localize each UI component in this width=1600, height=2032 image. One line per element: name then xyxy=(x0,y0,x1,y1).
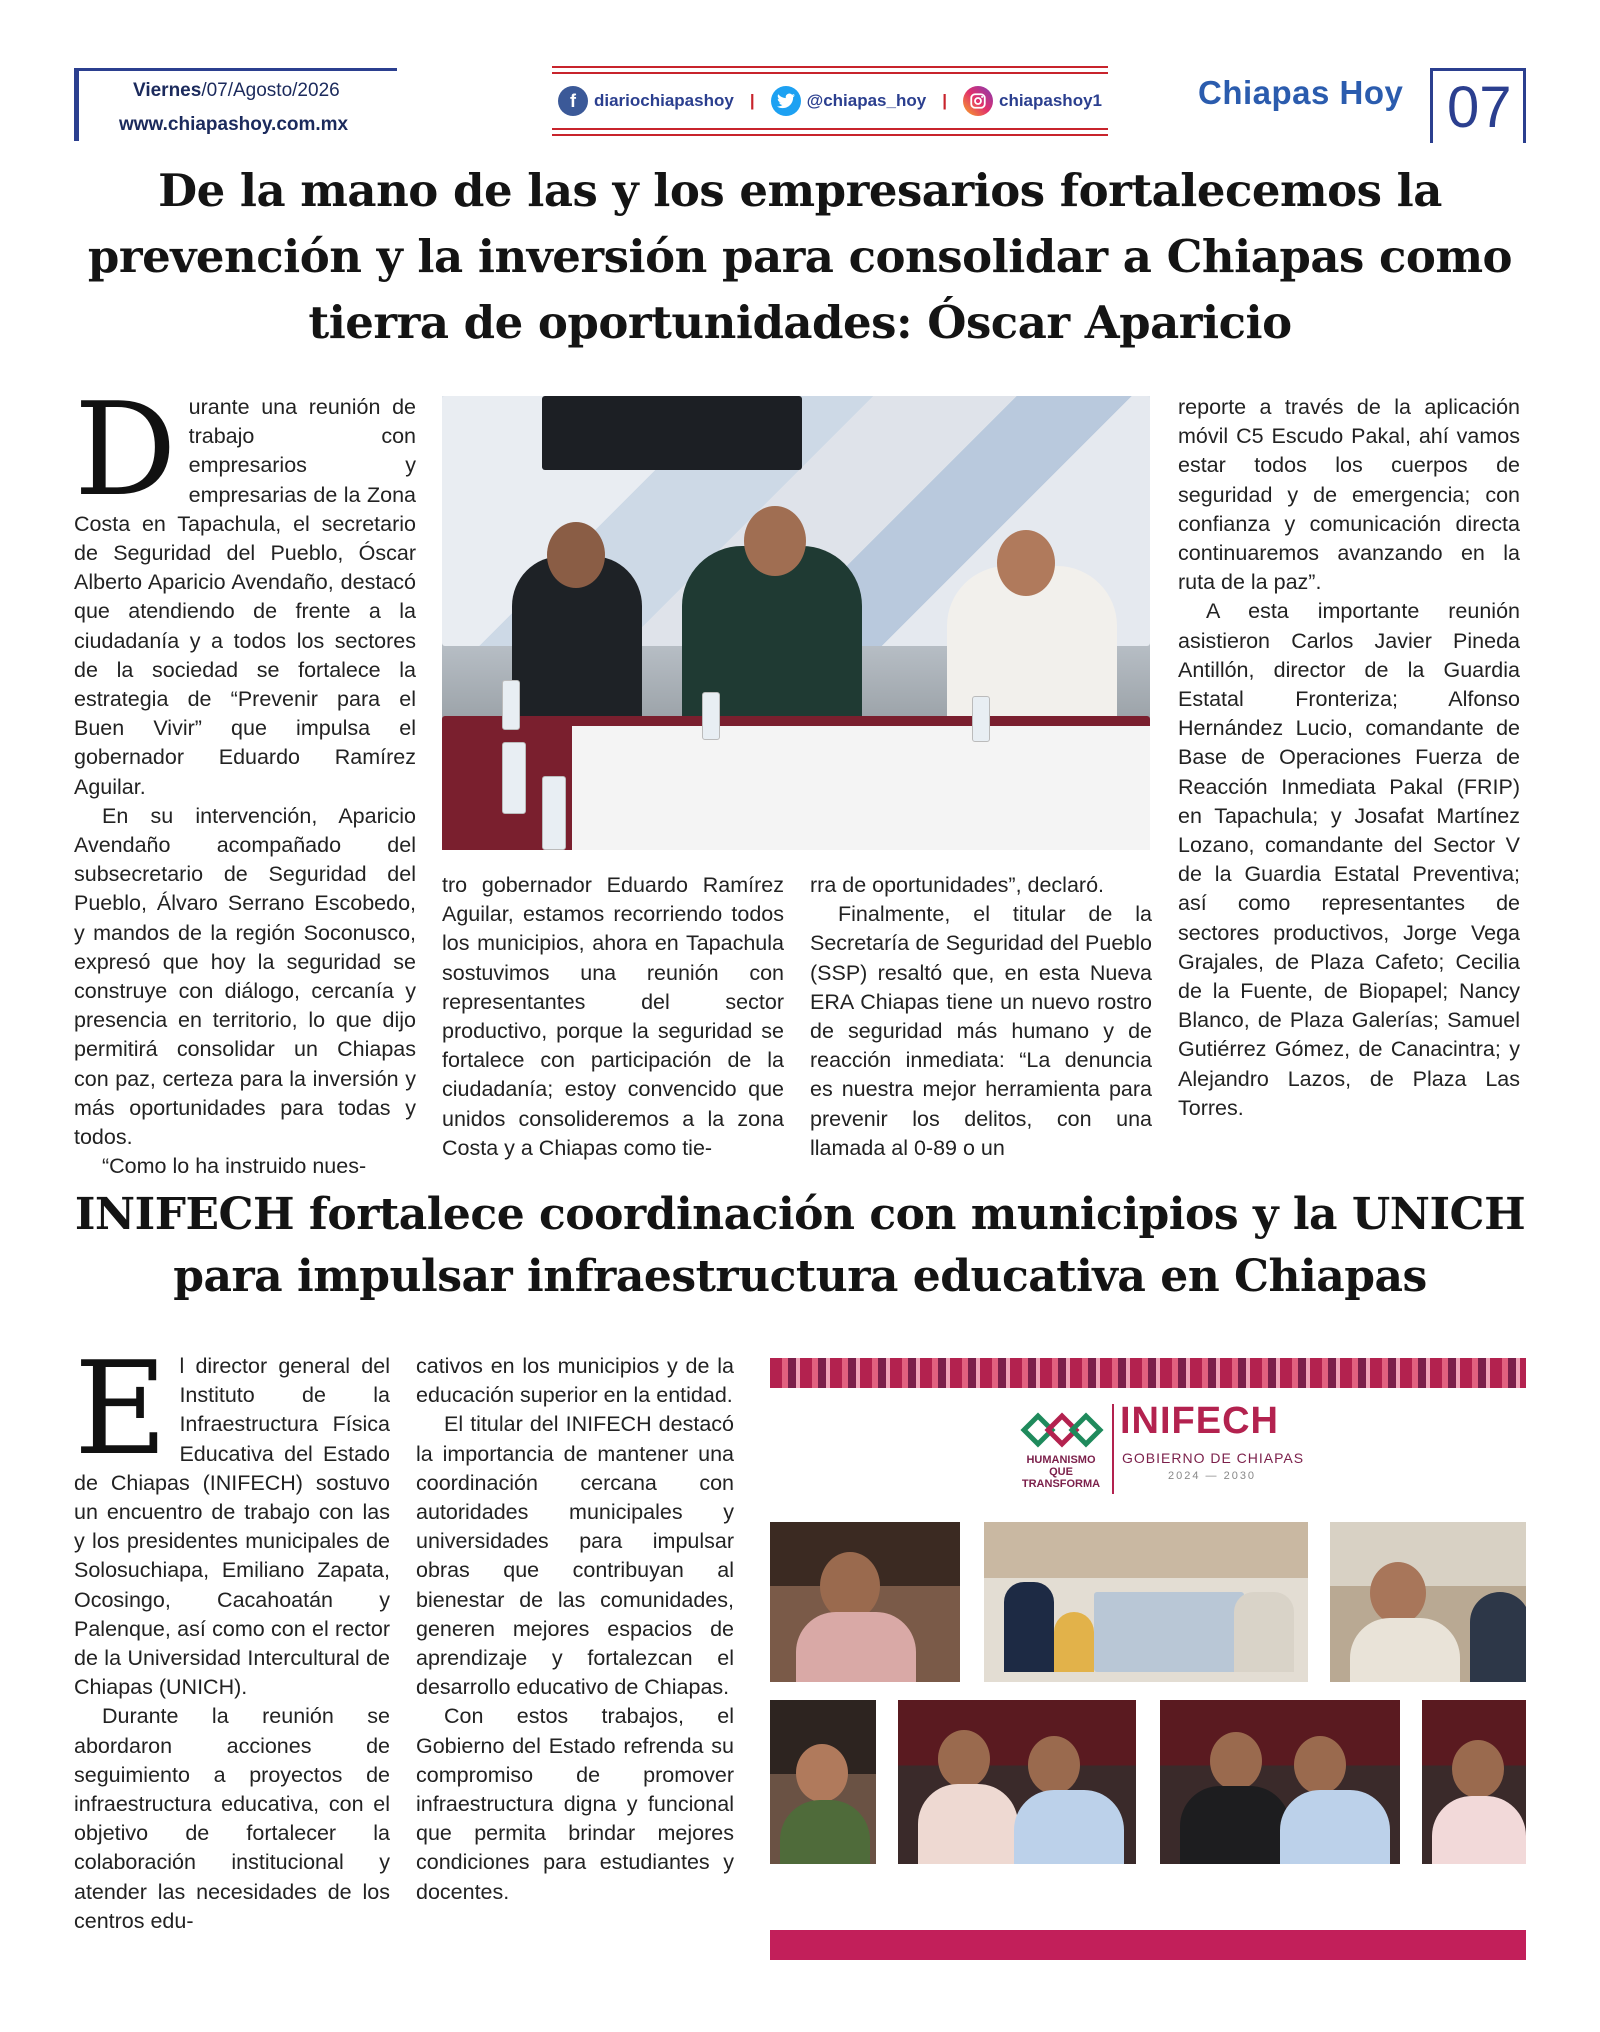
article1-column-3 xyxy=(810,871,1152,1163)
person-shirt xyxy=(1350,1618,1460,1682)
facebook-icon: f xyxy=(558,86,588,116)
paragraph: A esta importante reunión asistieron Carlos Javier Pineda Antillón, director de la Guardia Estatal Fronteriza; Alfonso Hernández Lucio, comandante de Base de Operaciones Fuerza de Reacción Inmediata Pakal (FRIP) en Tapachula; y Josafat Martínez Lozano, comandante del Sector V de la Guardia Estatal Preventiva; así como representantes de sectores productivos, Jorge Vega Grajales, de Plaza Cafeto; Cecilia de la Fuente, de Biopapel; Nancy Blanco, de Plaza Galerías; Samuel Gutiérrez Gómez, de Canacintra; y Alejandro Lazos, de Plaza Las Torres. xyxy=(1178,599,1520,1120)
article2-headline xyxy=(60,1184,1540,1308)
page-number: 07 xyxy=(1447,75,1512,140)
water-bottle xyxy=(502,742,526,814)
facebook-link[interactable] xyxy=(558,86,734,116)
twitter-link[interactable] xyxy=(771,86,927,116)
person-shirt xyxy=(918,1784,1018,1864)
wall-tv xyxy=(542,396,802,470)
person-shirt xyxy=(780,1800,870,1864)
photo-thumbnail xyxy=(1330,1522,1526,1682)
person-head xyxy=(1452,1740,1504,1798)
person-shirt xyxy=(1470,1592,1526,1682)
headline-line: prevención y la inversión para consolidar a Chiapas como xyxy=(87,230,1513,283)
administration-years: 2024 — 2030 xyxy=(1168,1470,1257,1482)
person-shirt xyxy=(1180,1786,1290,1864)
twitter-handle: @chiapas_hoy xyxy=(806,91,927,110)
headline-line: tierra de oportunidades: Óscar Aparicio xyxy=(308,296,1292,349)
person-shirt xyxy=(1014,1790,1124,1864)
humanismo-logo-icon xyxy=(1020,1408,1104,1454)
paragraph: reporte a través de la aplicación móvil C5 Escudo Pakal, ahí vamos estar todos los cuerpos de seguridad y de emergencia; con confianza y comunicación directa continuaremos avanzando en la ruta de la paz”. xyxy=(1178,395,1520,595)
social-bar xyxy=(552,66,1108,136)
person-head xyxy=(1370,1562,1426,1624)
person-shirt xyxy=(796,1612,916,1682)
paragraph: Durante la reunión se abordaron acciones de seguimiento a proyectos de infraestructura educativa, con el objetivo de fortalecer la colaboración institucional y atender las necesidades de los centros edu- xyxy=(74,1704,390,1933)
person-seated xyxy=(1004,1582,1054,1672)
instagram-handle: chiapashoy1 xyxy=(999,91,1102,110)
facebook-handle: diariochiapashoy xyxy=(594,91,734,110)
paragraph: En su intervención, Aparicio Avendaño acompañado del subsecretario de Seguridad del Pueblo, Álvaro Serrano Escobedo, y mandos de la región Soconusco, expresó que hoy la seguridad se construye con diálogo, cercanía y presencia en territorio, lo que dijo permitirá consolidar un Chiapas con paz, certeza para la inversión y más oportunidades para todas y todos. xyxy=(74,803,416,1150)
person-shirt xyxy=(1432,1796,1526,1864)
website-link[interactable]: www.chiapashoy.com.mx xyxy=(119,114,349,135)
photo-thumbnail xyxy=(770,1700,876,1864)
paragraph: tro gobernador Eduardo Ramírez Aguilar, estamos recorriendo todos los municipios, ahora en Tapachula sostuvimos una reunión con representantes del sector productivo, porque la seguridad se fortalece con participación de la ciudadanía; estoy convencido que unidos consolideremos a la zona Costa y a Chiapas como tie- xyxy=(442,873,784,1160)
inifech-logo: INIFECH xyxy=(1120,1400,1279,1442)
inifech-photo-collage xyxy=(770,1358,1526,1960)
person-head xyxy=(1028,1736,1080,1794)
water-bottle xyxy=(502,680,520,730)
separator: | xyxy=(749,91,755,110)
person-seated xyxy=(1054,1612,1094,1672)
person-seated xyxy=(1234,1592,1294,1672)
paragraph: cativos en los municipios y de la educación superior en la entidad. xyxy=(416,1354,734,1408)
paragraph: urante una reunión de trabajo con empresarios y empresarias de la Zona Costa en Tapachula, el secretario de Seguridad del Pueblo, Óscar Alberto Aparicio Avendaño, destacó que atendiendo de frente a la ciudadanía y a todos los sectores de la sociedad se fortalece la estrategia de “Prevenir para el Buen Vivir” que impulsa el gobernador Eduardo Ramírez Aguilar. xyxy=(74,395,416,799)
drop-cap: E xyxy=(74,1335,168,1484)
rule-bottom xyxy=(552,128,1108,130)
water-bottle xyxy=(542,776,566,850)
logo-divider xyxy=(1112,1404,1114,1494)
meeting-photo xyxy=(442,396,1150,850)
headline-line: INIFECH fortalece coordinación con municipios y la UNICH xyxy=(74,1189,1526,1240)
person-head xyxy=(744,506,806,576)
article1-column-4 xyxy=(1178,393,1520,1123)
person-shirt xyxy=(1280,1790,1390,1864)
humanismo-logo-text: HUMANISMO QUE TRANSFORMA xyxy=(1021,1454,1101,1490)
paragraph: rra de oportunidades”, declaró. xyxy=(810,873,1105,897)
table-top xyxy=(572,726,1150,850)
person-head xyxy=(547,522,605,588)
paragraph: l director general del Instituto de la Infraestructura Física Educativa del Estado de Chiapas (INIFECH) sostuvo un encuentro de trabajo con las y los presidentes municipales de Solosuchiapa, Emiliano Zapata, Ocosingo, Cacahoatán y Palenque, así como con el rector de la Universidad Intercultural de Chiapas (UNICH). xyxy=(74,1354,390,1700)
article1-column-1 xyxy=(74,376,416,1181)
rule-top-2 xyxy=(552,72,1108,74)
photo-thumbnail xyxy=(770,1522,960,1682)
instagram-icon xyxy=(963,86,993,116)
rule-bottom-2 xyxy=(552,134,1108,136)
gobierno-chiapas-label: GOBIERNO DE CHIAPAS xyxy=(1122,1450,1305,1466)
issue-date-text: /07/Agosto/2026 xyxy=(201,80,340,101)
person-head xyxy=(1294,1736,1346,1794)
person-head xyxy=(1210,1732,1262,1790)
twitter-bird-icon xyxy=(771,86,801,116)
rule-top xyxy=(552,66,1108,68)
issue-date xyxy=(133,80,340,102)
article1-column-2 xyxy=(442,871,784,1163)
newspaper-brand: Chiapas Hoy xyxy=(1198,74,1404,111)
separator: | xyxy=(942,91,947,110)
paragraph: El titular del INIFECH destacó la importancia de mantener una coordinación cercana con autoridades municipales y universidades para impulsar obras que contribuyan al bienestar de las comunidades, generen mejores espacios de aprendizaje y fortalezcan el desarrollo educativo de Chiapas. xyxy=(416,1412,734,1700)
instagram-link[interactable] xyxy=(963,86,1102,116)
page-number-box xyxy=(1430,68,1526,143)
paragraph: Con estos trabajos, el Gobierno del Estado refrenda su compromiso de promover infraestructura digna y funcional que permita brindar mejores condiciones para estudiantes y docentes. xyxy=(416,1704,734,1904)
person-head xyxy=(820,1552,880,1620)
photo-thumbnail xyxy=(898,1700,1136,1864)
photo-thumbnail xyxy=(1422,1700,1526,1864)
person-head xyxy=(997,530,1055,596)
issue-day: Viernes xyxy=(133,80,202,101)
paragraph: Finalmente, el titular de la Secretaría de Seguridad del Pueblo (SSP) resaltó que, en esta Nueva ERA Chiapas tiene un nuevo rostro de seguridad más humano y de reacción inmediata: “La denuncia es nuestra mejor herramienta para prevenir los delitos, con una llamada al 0-89 o un xyxy=(810,902,1152,1160)
photo-thumbnail xyxy=(984,1522,1308,1682)
meeting-table xyxy=(1094,1592,1244,1672)
masthead-date-block xyxy=(74,68,397,141)
article2-column-2 xyxy=(416,1352,734,1907)
person-head xyxy=(938,1730,990,1788)
drop-cap: D xyxy=(74,376,177,525)
pattern-band-bottom xyxy=(770,1930,1526,1960)
article1-headline xyxy=(60,158,1540,356)
article2-column-1 xyxy=(74,1335,390,1936)
person-head xyxy=(796,1744,848,1802)
water-bottle xyxy=(702,692,720,740)
photo-thumbnail xyxy=(1160,1700,1400,1864)
headline-line: para impulsar infraestructura educativa en Chiapas xyxy=(173,1251,1427,1302)
social-row xyxy=(558,86,1102,116)
paragraph: “Como lo ha instruido nues- xyxy=(102,1154,367,1179)
water-bottle xyxy=(972,696,990,742)
headline-line: De la mano de las y los empresarios fortalecemos la xyxy=(158,164,1442,217)
pattern-band-top xyxy=(770,1358,1526,1388)
